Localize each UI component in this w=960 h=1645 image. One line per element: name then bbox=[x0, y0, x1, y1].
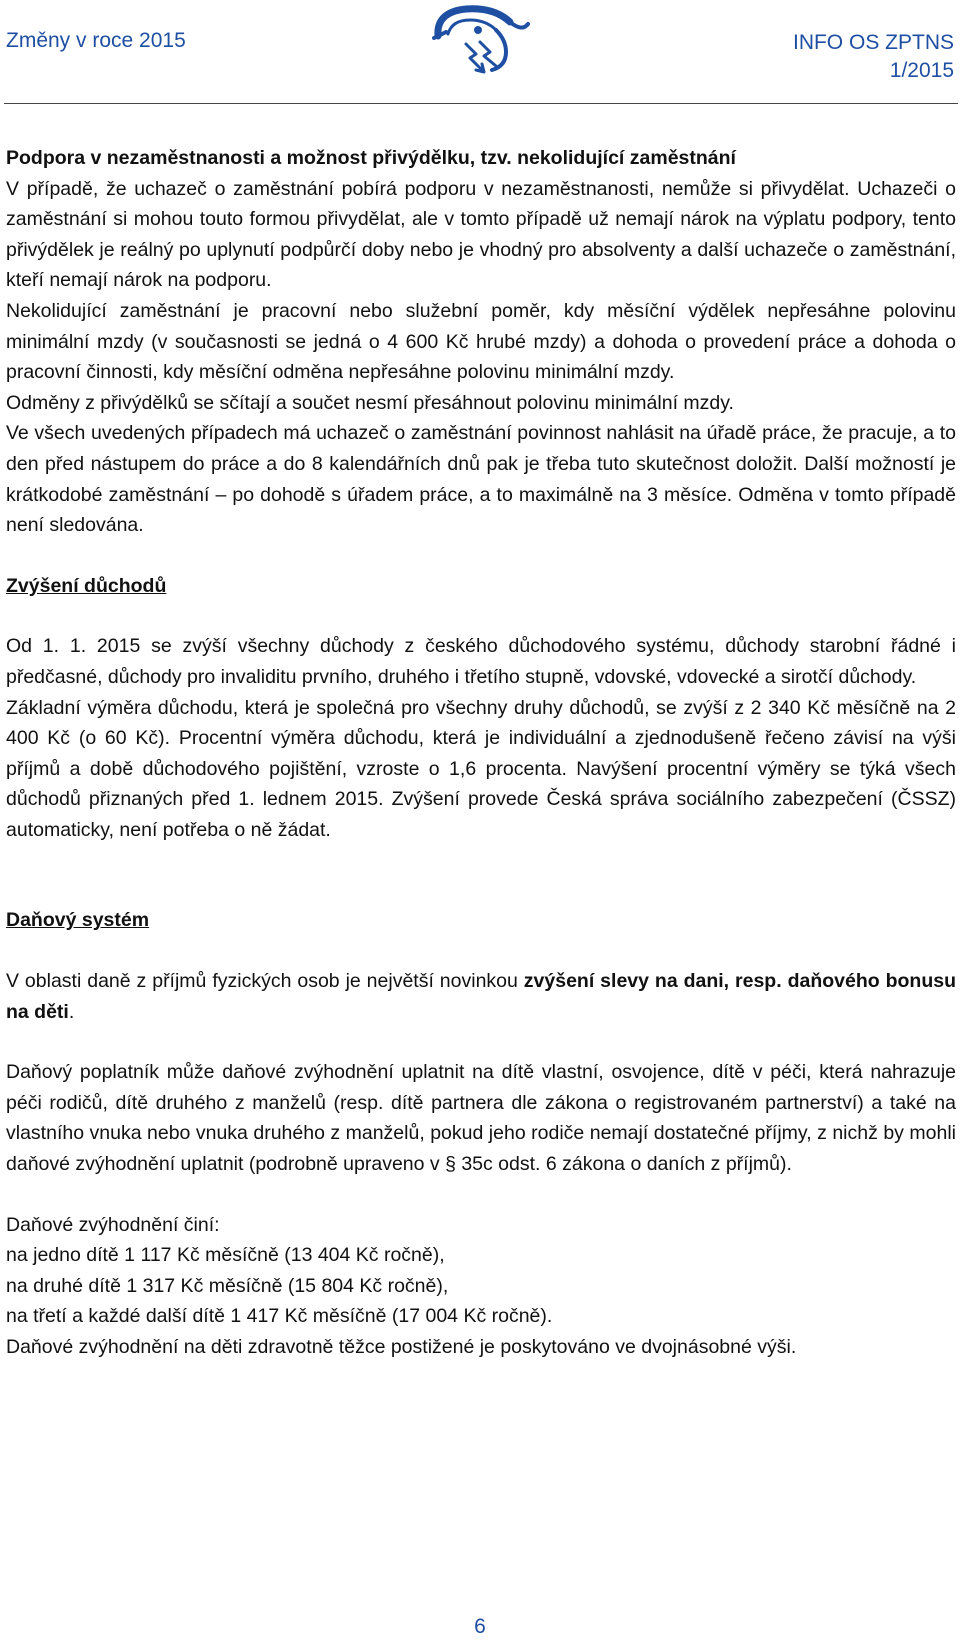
section-pensions-paragraph-1: Od 1. 1. 2015 se zvýší všechny důchody z českého důchodového systému, důchody starobní řádné i předčasné, důchody pro invaliditu prvního, druhého i třetího stupně, vdovské, vdovecké a sirotčí důchody. bbox=[6, 635, 956, 688]
tax-benefit-disabled-children: Daňové zvýhodnění na děti zdravotně těžce postižené je poskytováno ve dvojnásobné výši. bbox=[6, 1336, 797, 1358]
header-publication: INFO OS ZPTNS bbox=[792, 31, 954, 54]
section-unemployment-paragraph-1: V případě, že uchazeč o zaměstnání pobírá podporu v nezaměstnanosti, nemůže si přivydělat. Uchazeči o zaměstnání si mohou touto formou přivydělat, ale v tomto případě už nemají nárok na výplatu podpory, tento přivýdělek je reálný po uplynutí podpůrčí doby nebo je vhodný pro absolventy a další uchazeče o zaměstnání, kteří nemají nárok na podporu. bbox=[6, 177, 956, 292]
tax-benefit-third-child: na třetí a každé další dítě 1 417 Kč měsíčně (17 004 Kč ročně). bbox=[6, 1305, 553, 1328]
header-issue-number: 1/2015 bbox=[889, 59, 954, 82]
section-tax-paragraph-2: Daňový poplatník může daňové zvýhodnění uplatnit na dítě vlastní, osvojence, dítě v péči, která nahrazuje péči rodičů, dítě druhého z manželů (resp. dítě partnera dle zákona o registrovaném partnerství) a také na vlastního vnuka nebo vnuka druhého z manželů, pokud jeho rodiče nemají dostatečné příjmy, z nichž by mohli daňové zvýhodnění uplatnit (podrobně upraveno v § 35c odst. 6 zákona o daních z příjmů). bbox=[6, 1061, 956, 1176]
tax-benefit-first-child: na jedno dítě 1 117 Kč měsíčně (13 404 Kč ročně), bbox=[6, 1244, 445, 1267]
section-tax-title: Daňový systém bbox=[6, 909, 150, 932]
tax-benefit-second-child: na druhé dítě 1 317 Kč měsíčně (15 804 Kč ročně), bbox=[6, 1274, 449, 1297]
document-body bbox=[6, 143, 956, 1363]
section-unemployment-paragraph-3: Odměny z přivýdělků se sčítají a součet nesmí přesáhnout polovinu minimální mzdy. bbox=[6, 391, 734, 414]
header-divider bbox=[4, 103, 958, 104]
page-number: 6 bbox=[474, 1615, 486, 1638]
header-title: Změny v roce 2015 bbox=[6, 29, 186, 52]
section-unemployment-paragraph-2: Nekolidující zaměstnání je pracovní nebo služební poměr, kdy měsíční výdělek nepřesáhne polovinu minimální mzdy (v současnosti se jedná o 4 600 Kč hrubé mzdy) a dohoda o provedení práce a dohoda o pracovní činnosti, kdy měsíční odměna nepřesáhne polovinu minimální mzdy. bbox=[6, 299, 956, 384]
section-unemployment-paragraph-4: Ve všech uvedených případech má uchazeč o zaměstnání povinnost nahlásit na úřadě práce, že pracuje, a to den před nástupem do práce a do 8 kalendářních dnů pak je třeba tuto skutečnost doložit. Další možností je krátkodobé zaměstnání – po dohodě s úřadem práce, a to maximálně na 3 měsíce. Odměna v tomto případě není sledována. bbox=[6, 422, 956, 537]
header-issue bbox=[734, 29, 954, 85]
tax-intro-text: V oblasti daně z příjmů fyzických osob je největší novinkou bbox=[6, 970, 524, 993]
tax-benefit-heading: Daňové zvýhodnění činí: bbox=[6, 1213, 220, 1236]
tax-intro-end: . bbox=[68, 1000, 75, 1023]
tax-intro-highlight: zvýšení slevy na dani, resp. daňového bonusu na děti bbox=[6, 970, 956, 1023]
section-unemployment-title: Podpora v nezaměstnanosti a možnost přivýdělku, tzv. nekolidující zaměstnání bbox=[6, 147, 736, 169]
section-pensions-paragraph-2: Základní výměra důchodu, která je společná pro všechny druhy důchodů, se zvýší z 2 340 Kč měsíčně na 2 400 Kč (o 60 Kč). Procentní výměra důchodu, která je individuální a zjednodušeně řečeno závisí na výši příjmů a době důchodového pojištění, vzroste o 1,6 procenta. Navýšení procentní výměry se týká všech důchodů přiznaných před 1. lednem 2015. Zvýšení provede Česká správa sociálního zabezpečení (ČSSZ) automaticky, není potřeba o ně žádat. bbox=[6, 696, 956, 841]
section-tax-paragraph-1 bbox=[6, 966, 956, 1027]
post-horn-icon bbox=[432, 4, 534, 82]
section-pensions-title: Zvýšení důchodů bbox=[6, 574, 167, 597]
